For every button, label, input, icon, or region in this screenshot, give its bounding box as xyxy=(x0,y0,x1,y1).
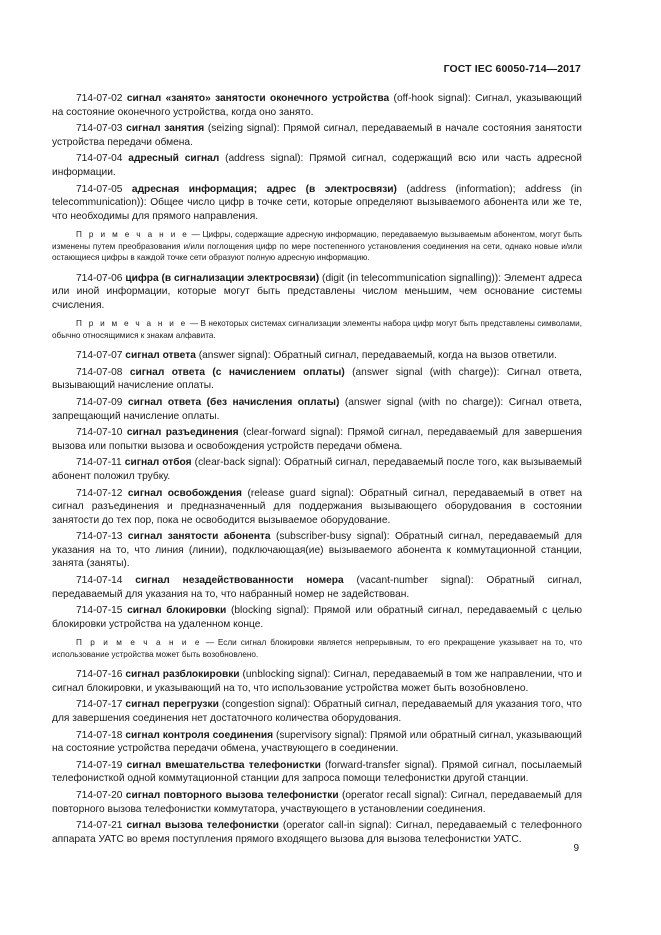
entry-number: 714-07-16 xyxy=(76,669,123,681)
term-entry xyxy=(52,698,582,725)
entry-definition: (supervisory signal): Прямой или обратный сигнал, указывающий на состояние устройства передачи обмена, участвующего в соединении. xyxy=(52,729,582,755)
term-entry xyxy=(52,604,582,631)
entry-number: 714-07-19 xyxy=(76,759,123,771)
entry-definition: (operator recall signal): Сигнал, передаваемый для повторного вызова телефонистки коммутатора, участвующего в установлении соединения. xyxy=(52,790,582,815)
entry-number: 714-07-18 xyxy=(76,729,123,741)
entry-term: сигнал ответа (без начисления оплаты) xyxy=(127,396,340,408)
entry-number: 714-07-21 xyxy=(76,820,123,832)
entry-number: 714-07-09 xyxy=(76,396,123,408)
entry-term: сигнал ответа (с начислением оплаты) xyxy=(129,366,345,378)
entry-number: 714-07-20 xyxy=(76,790,123,801)
note-text: — Цифры, содержащие адресную информацию, передаваемую вызываемым абонентом, могут быть изменены путем преобразования и/или поглощения цифр по мере постепенного установления соединения на сети, однако новые и/или остающиеся цифры в каждой точке сети образуют полную адресную информацию. xyxy=(52,230,582,263)
entry-definition: (clear-forward signal): Прямой сигнал, передаваемый для завершения вызова или попытки вызова и освобождения устройств передачи обмена. xyxy=(52,427,582,452)
note xyxy=(52,637,582,660)
entry-definition: (blocking signal): Прямой или обратный сигнал, передаваемый с целью блокировки устройства на удаленном конце. xyxy=(52,605,582,630)
entry-term: сигнал освобождения xyxy=(127,487,242,499)
term-entry xyxy=(52,92,582,119)
entry-term: сигнал отбоя xyxy=(124,457,192,469)
term-entry xyxy=(52,456,582,483)
entry-number: 714-07-14 xyxy=(76,575,123,587)
note-label: П р и м е ч а н и е xyxy=(76,319,188,329)
note-text: — Если сигнал блокировки является непрерывным, то его прекращение указывает на то, что использование устройства может быть возобновлено. xyxy=(52,638,583,659)
term-entry xyxy=(52,152,582,179)
entry-definition: (clear-back signal): Обратный сигнал, передаваемый после того, как вызываемый абонент положил трубку. xyxy=(52,457,582,482)
entry-term: адресная информация; адрес (в электросвязи) xyxy=(131,183,397,195)
note xyxy=(52,318,582,341)
term-entry xyxy=(52,272,582,313)
entry-definition: (answer signal (with no charge)): Сигнал ответа, запрещающий начисление оплаты. xyxy=(52,396,582,422)
term-entry xyxy=(52,487,582,528)
term-entry xyxy=(52,366,582,393)
entry-number: 714-07-13 xyxy=(76,531,123,543)
entry-term: сигнал занятия xyxy=(126,123,205,135)
entry-term: сигнал разъединения xyxy=(126,427,239,439)
entry-definition: (unblocking signal): Сигнал, передаваемый в том же направлении, что и сигнал блокировки, и указывающий на то, что использование устройства может быть возобновлено. xyxy=(52,669,582,694)
entry-number: 714-07-05 xyxy=(76,183,123,195)
entry-number: 714-07-11 xyxy=(76,457,122,469)
term-entry xyxy=(52,122,582,149)
entry-definition: (address signal): Прямой сигнал, содержащий всю или часть адресной информации. xyxy=(52,153,582,178)
entry-number: 714-07-08 xyxy=(76,366,123,378)
entry-definition: (operator call-in signal): Сигнал, передаваемый с телефонного аппарата УАТС во время поступления прямого входящего вызова для вызова телефонистки УАТС. xyxy=(52,820,582,845)
entry-term: сигнал вмешательства телефонистки xyxy=(126,759,321,771)
term-entry xyxy=(52,789,582,816)
entry-term: сигнал «занято» занятости оконечного устройства xyxy=(126,93,390,104)
term-entry xyxy=(52,183,582,224)
entry-number: 714-07-17 xyxy=(76,699,123,711)
entry-number: 714-07-15 xyxy=(76,605,123,617)
entry-term: адресный сигнал xyxy=(128,153,220,165)
entry-definition: (subscriber-busy signal): Обратный сигнал, передаваемый для указания на то, что линия (линии), подключающая(ие) вызываемого абонента к коммутационной станции, занята (заняты). xyxy=(52,531,582,570)
term-entry xyxy=(52,396,582,423)
entry-term: сигнал разблокировки xyxy=(125,669,240,681)
content-body xyxy=(52,92,582,849)
entry-definition: (address (information); address (in telecommunication)): Общее число цифр в точке сети, которые определяют вызываемого абонента или же те, что необходимы для прямого направления. xyxy=(52,183,583,222)
term-entry xyxy=(52,574,582,601)
entry-definition: (release guard signal): Обратный сигнал, передаваемый в ответ на сигнал разъединения и предназначенный для поддержания вызывающего оборудования в состоянии занятости до тех пор, пока не освободится вызываемое оборудование. xyxy=(52,487,582,526)
entry-definition: (seizing signal): Прямой сигнал, передаваемый в начале состояния занятости устройства передачи обмена. xyxy=(52,123,582,148)
entry-number: 714-07-12 xyxy=(76,487,123,499)
entry-term: сигнал ответа xyxy=(125,350,196,362)
entry-definition: (answer signal): Обратный сигнал, передаваемый, когда на вызов ответили. xyxy=(198,350,557,362)
entry-term: сигнал вызова телефонистки xyxy=(126,820,279,832)
term-entry xyxy=(52,530,582,571)
entry-term: цифра (в сигнализации электросвязи) xyxy=(125,272,320,284)
note-label: П р и м е ч а н и е xyxy=(76,638,202,648)
term-entry xyxy=(52,668,582,695)
entry-number: 714-07-03 xyxy=(76,123,123,135)
entry-definition: (digit (in telecommunication signalling)): Элемент адреса или иной информации, которые могут быть представлены числом меньшим, чем основание системы счисления. xyxy=(52,272,582,311)
entry-term: сигнал блокировки xyxy=(127,605,227,617)
standard-header: ГОСТ IEC 60050-714—2017 xyxy=(443,63,581,75)
entry-number: 714-07-02 xyxy=(76,93,123,104)
entry-number: 714-07-07 xyxy=(76,350,123,362)
entry-term: сигнал повторного вызова телефонистки xyxy=(125,790,339,801)
entry-definition: (off-hook signal): Сигнал, указывающий на состояние оконечного устройства, когда оно занято. xyxy=(52,93,582,118)
entry-definition: (answer signal (with charge)): Сигнал ответа, вызывающий начисление оплаты. xyxy=(52,366,582,392)
entry-term: сигнал перегрузки xyxy=(125,699,219,711)
entry-term: сигнал контроля соединения xyxy=(125,729,274,741)
term-entry xyxy=(52,759,582,786)
term-entry xyxy=(52,729,582,756)
term-entry xyxy=(52,349,582,363)
entry-definition: (vacant-number signal): Обратный сигнал, передаваемый для указания на то, что набранный номер не задействован. xyxy=(52,575,582,600)
term-entry xyxy=(52,819,582,846)
entry-number: 714-07-06 xyxy=(76,272,123,284)
note xyxy=(52,229,582,263)
entry-term: сигнал занятости абонента xyxy=(127,531,271,543)
note-label: П р и м е ч а н и е xyxy=(76,230,190,240)
entry-term: сигнал незадействованности номера xyxy=(135,575,344,587)
entry-definition: (congestion signal): Обратный сигнал, передаваемый для указания того, что для завершения соединения нет достаточного количества оборудования. xyxy=(52,699,582,725)
note-text: — В некоторых системах сигнализации элементы набора цифр могут быть представлены символами, обычно относящимися к знакам алфавита. xyxy=(52,319,583,340)
entry-number: 714-07-10 xyxy=(76,427,123,439)
entry-definition: (forward-transfer signal). Прямой сигнал, посылаемый телефонисткой одной коммутационной станции для запроса помощи телефонистки другой станции. xyxy=(52,759,582,785)
page-number: 9 xyxy=(573,843,579,854)
term-entry xyxy=(52,426,582,453)
entry-number: 714-07-04 xyxy=(76,153,123,165)
